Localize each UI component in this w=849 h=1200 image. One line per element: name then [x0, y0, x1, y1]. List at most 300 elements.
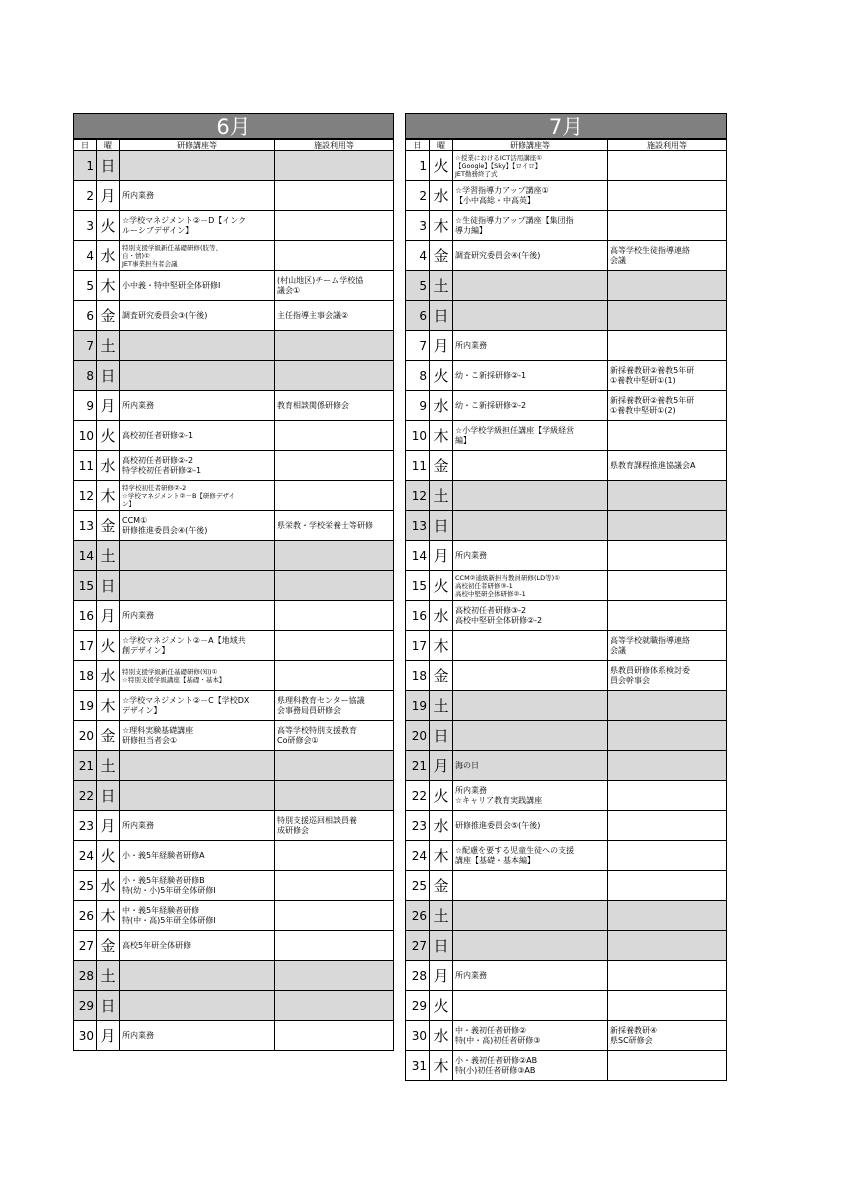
weekday-cell: 木	[430, 211, 453, 241]
weekday-cell: 木	[97, 901, 120, 931]
course-cell	[453, 901, 608, 931]
facility-line: 会議	[610, 255, 626, 265]
day-cell: 1	[74, 151, 97, 181]
calendar-row	[74, 691, 394, 721]
facility-line: (村山地区)チーム学校協	[277, 275, 364, 285]
course-cell	[453, 361, 608, 391]
course-line: 特(中・高)初任者研修③	[455, 1035, 541, 1045]
course-cell	[120, 871, 275, 901]
calendar-row	[74, 571, 394, 601]
facility-cell	[275, 991, 394, 1021]
facility-cell	[608, 871, 727, 901]
day-cell: 29	[74, 991, 97, 1021]
facility-cell	[608, 421, 727, 451]
weekday-cell: 金	[97, 301, 120, 331]
weekday-cell: 金	[430, 871, 453, 901]
weekday-cell: 火	[97, 211, 120, 241]
facility-cell	[608, 601, 727, 631]
day-cell: 5	[406, 271, 430, 301]
course-cell	[120, 901, 275, 931]
july-calendar	[405, 113, 727, 1081]
facility-cell	[608, 811, 727, 841]
day-cell: 6	[74, 301, 97, 331]
day-cell: 21	[74, 751, 97, 781]
facility-cell	[275, 601, 394, 631]
facility-cell	[275, 151, 394, 181]
calendar-row	[74, 751, 394, 781]
facility-line: 新採養教研②養教5年研	[610, 395, 695, 405]
day-cell: 24	[406, 841, 430, 871]
june-title: 6月	[73, 113, 394, 139]
course-cell	[453, 721, 608, 751]
facility-line: ①養教中堅研①(2)	[610, 405, 676, 415]
course-line: 高校中堅研全体研修②-1	[455, 589, 526, 598]
course-cell	[453, 451, 608, 481]
course-line: 所内業務	[122, 610, 154, 620]
day-cell: 12	[406, 481, 430, 511]
weekday-cell: 火	[97, 421, 120, 451]
weekday-cell: 月	[97, 601, 120, 631]
day-cell: 16	[74, 601, 97, 631]
course-cell	[120, 751, 275, 781]
facility-line: 主任指導主事会議②	[277, 310, 349, 320]
facility-cell	[275, 241, 394, 271]
weekday-cell: 木	[97, 481, 120, 511]
weekday-cell: 水	[430, 1021, 453, 1051]
facility-cell	[275, 391, 394, 421]
calendar-row	[406, 661, 727, 691]
weekday-cell: 月	[97, 811, 120, 841]
course-cell	[453, 391, 608, 421]
weekday-cell: 土	[430, 691, 453, 721]
course-line: JET勤務終了式	[455, 169, 498, 178]
calendar-row	[406, 691, 727, 721]
facility-cell	[275, 1021, 394, 1051]
calendar-row	[406, 721, 727, 751]
col-day: 日	[406, 140, 430, 151]
course-cell	[453, 331, 608, 361]
course-cell	[120, 481, 275, 511]
day-cell: 11	[406, 451, 430, 481]
course-cell	[453, 511, 608, 541]
facility-line: 県栄教・学校栄養士等研修	[277, 520, 373, 530]
calendar-row	[406, 961, 727, 991]
weekday-cell: 日	[97, 361, 120, 391]
facility-cell	[608, 1021, 727, 1051]
day-cell: 8	[74, 361, 97, 391]
facility-cell	[275, 751, 394, 781]
facility-cell	[275, 691, 394, 721]
weekday-cell: 日	[97, 991, 120, 1021]
calendar-row	[74, 451, 394, 481]
facility-cell	[275, 361, 394, 391]
calendar-row	[406, 571, 727, 601]
facility-cell	[275, 631, 394, 661]
july-title: 7月	[405, 113, 727, 139]
day-cell: 11	[74, 451, 97, 481]
weekday-cell: 水	[430, 391, 453, 421]
course-cell	[120, 331, 275, 361]
weekday-cell: 日	[97, 781, 120, 811]
course-line: 高校初任者研修②-1	[122, 430, 194, 440]
weekday-cell: 月	[97, 391, 120, 421]
course-line: ☆学校マネジメント②－B【研修デザイ	[122, 491, 235, 500]
course-cell	[453, 841, 608, 871]
day-cell: 23	[74, 811, 97, 841]
course-cell	[453, 781, 608, 811]
course-line: 特別支援学級新任基礎研修(知)①	[122, 667, 218, 676]
weekday-cell: 土	[97, 961, 120, 991]
day-cell: 15	[406, 571, 430, 601]
weekday-cell: 木	[430, 631, 453, 661]
calendar-row	[74, 781, 394, 811]
facility-cell	[608, 661, 727, 691]
facility-cell	[608, 781, 727, 811]
facility-cell	[608, 901, 727, 931]
facility-cell	[608, 301, 727, 331]
facility-cell	[608, 571, 727, 601]
calendar-row	[406, 841, 727, 871]
day-cell: 3	[74, 211, 97, 241]
day-cell: 10	[406, 421, 430, 451]
day-cell: 2	[74, 181, 97, 211]
calendar-row	[406, 991, 727, 1021]
course-cell	[453, 571, 608, 601]
facility-cell	[275, 571, 394, 601]
course-line: 【Google】【Sky】【ロイロ】	[455, 161, 542, 170]
day-cell: 12	[74, 481, 97, 511]
course-cell	[453, 601, 608, 631]
calendar-row	[74, 181, 394, 211]
course-line: 調査研究委員会③(午後)	[122, 310, 208, 320]
calendar-row	[74, 871, 394, 901]
facility-line: 新採養教研④	[610, 1025, 658, 1035]
course-line: 小・義初任者研修②AB	[455, 1055, 538, 1065]
facility-line: 教育相談関係研修会	[277, 400, 349, 410]
weekday-cell: 水	[430, 811, 453, 841]
course-cell	[453, 301, 608, 331]
calendar-row	[74, 271, 394, 301]
course-cell	[453, 211, 608, 241]
facility-cell	[275, 901, 394, 931]
facility-cell	[608, 211, 727, 241]
course-line: 高校初任者研修②-2	[122, 455, 194, 465]
calendar-row	[406, 511, 727, 541]
course-cell	[120, 691, 275, 721]
course-cell	[120, 301, 275, 331]
calendar-row	[74, 661, 394, 691]
facility-cell	[608, 331, 727, 361]
course-line: 高校中堅研全体研修②-2	[455, 615, 543, 625]
day-cell: 8	[406, 361, 430, 391]
day-cell: 16	[406, 601, 430, 631]
day-cell: 13	[74, 511, 97, 541]
calendar-row	[74, 841, 394, 871]
weekday-cell: 日	[430, 931, 453, 961]
calendar-row	[74, 1021, 394, 1051]
course-line: 中・義5年経験者研修	[122, 905, 200, 915]
course-line: CCM①	[122, 515, 148, 525]
facility-cell	[608, 451, 727, 481]
calendar-row	[74, 811, 394, 841]
weekday-cell: 日	[97, 151, 120, 181]
facility-line: 成研修会	[277, 825, 309, 835]
facility-cell	[275, 961, 394, 991]
weekday-cell: 土	[97, 331, 120, 361]
course-cell	[120, 811, 275, 841]
weekday-cell: 日	[97, 571, 120, 601]
course-line: 所内業務	[122, 1030, 154, 1040]
july-header-row	[406, 140, 727, 151]
course-line: 高校初任者研修③-2	[455, 605, 527, 615]
course-cell	[120, 961, 275, 991]
course-line: JET事業担当者会議	[122, 259, 178, 268]
course-cell	[120, 241, 275, 271]
day-cell: 13	[406, 511, 430, 541]
weekday-cell: 水	[430, 181, 453, 211]
calendar-row	[406, 901, 727, 931]
day-cell: 19	[406, 691, 430, 721]
course-line: 中・義初任者研修②	[455, 1025, 527, 1035]
course-cell	[120, 361, 275, 391]
course-line: 小・義5年経験者研修A	[122, 850, 205, 860]
facility-cell	[275, 301, 394, 331]
calendar-row	[74, 361, 394, 391]
course-line: ☆学校マネジメント②－D【インク	[122, 215, 247, 225]
calendar-row	[74, 961, 394, 991]
course-line: 所内業務	[455, 785, 487, 795]
day-cell: 21	[406, 751, 430, 781]
day-cell: 4	[74, 241, 97, 271]
calendar-row	[74, 301, 394, 331]
course-cell	[120, 1021, 275, 1051]
weekday-cell: 土	[97, 541, 120, 571]
weekday-cell: 金	[430, 451, 453, 481]
course-line: ☆小学校学級担任講座【学級経営	[455, 425, 575, 435]
course-cell	[453, 871, 608, 901]
calendar-row	[74, 541, 394, 571]
course-line: 研修担当者会①	[122, 735, 178, 745]
day-cell: 29	[406, 991, 430, 1021]
calendar-row	[74, 211, 394, 241]
course-line: 所内業務	[122, 820, 154, 830]
weekday-cell: 水	[97, 241, 120, 271]
calendar-row	[406, 1021, 727, 1051]
course-cell	[120, 421, 275, 451]
course-cell	[120, 781, 275, 811]
weekday-cell: 土	[430, 481, 453, 511]
course-cell	[453, 991, 608, 1021]
day-cell: 7	[74, 331, 97, 361]
calendar-row	[406, 631, 727, 661]
course-cell	[120, 991, 275, 1021]
weekday-cell: 金	[430, 661, 453, 691]
day-cell: 28	[74, 961, 97, 991]
course-line: ☆学校マネジメント②－A【地域共	[122, 635, 246, 645]
weekday-cell: 火	[430, 571, 453, 601]
day-cell: 26	[74, 901, 97, 931]
course-cell	[453, 661, 608, 691]
calendar-row	[74, 991, 394, 1021]
course-line: 小・義5年経験者研修B	[122, 875, 205, 885]
course-line: 講座【基礎・基本編】	[455, 855, 535, 865]
day-cell: 28	[406, 961, 430, 991]
weekday-cell: 水	[430, 601, 453, 631]
day-cell: 14	[406, 541, 430, 571]
weekday-cell: 水	[97, 451, 120, 481]
june-header-row	[74, 140, 394, 151]
calendar-row	[406, 451, 727, 481]
day-cell: 5	[74, 271, 97, 301]
facility-cell	[608, 631, 727, 661]
june-calendar	[73, 113, 394, 1051]
course-cell	[120, 181, 275, 211]
weekday-cell: 月	[97, 1021, 120, 1051]
weekday-cell: 月	[97, 181, 120, 211]
weekday-cell: 火	[430, 361, 453, 391]
facility-cell	[608, 541, 727, 571]
course-line: 導力編】	[455, 225, 487, 235]
facility-cell	[275, 931, 394, 961]
facility-line: 特別支援巡回相談員養	[277, 815, 357, 825]
col-facility: 施設利用等	[275, 140, 394, 151]
weekday-cell: 金	[430, 241, 453, 271]
course-cell	[120, 211, 275, 241]
facility-cell	[275, 331, 394, 361]
course-line: 創デザイン】	[122, 645, 170, 655]
weekday-cell: 火	[97, 841, 120, 871]
facility-line: 県理科教育センター協議	[277, 695, 365, 705]
weekday-cell: 月	[430, 961, 453, 991]
facility-cell	[608, 721, 727, 751]
facility-line: 新採養教研②養教5年研	[610, 365, 695, 375]
facility-cell	[275, 721, 394, 751]
calendar-row	[406, 931, 727, 961]
day-cell: 20	[406, 721, 430, 751]
july-table	[405, 139, 727, 1081]
facility-cell	[608, 151, 727, 181]
facility-line: 高等学校特別支援教育	[277, 725, 357, 735]
facility-line: 県SC研修会	[610, 1035, 653, 1045]
calendar-row	[406, 751, 727, 781]
facility-cell	[275, 271, 394, 301]
calendar-row	[406, 781, 727, 811]
day-cell: 22	[406, 781, 430, 811]
facility-line: 高等学校就職指導連絡	[610, 635, 690, 645]
calendar-row	[406, 601, 727, 631]
weekday-cell: 水	[97, 871, 120, 901]
weekday-cell: 月	[430, 751, 453, 781]
facility-cell	[275, 871, 394, 901]
course-line: 自・情)①	[122, 251, 150, 260]
course-line: 幼・こ新採研修②-1	[455, 370, 527, 380]
facility-cell	[608, 391, 727, 421]
course-cell	[120, 451, 275, 481]
facility-cell	[608, 991, 727, 1021]
weekday-cell: 木	[430, 1051, 453, 1081]
weekday-cell: 火	[430, 781, 453, 811]
day-cell: 25	[406, 871, 430, 901]
col-weekday: 曜	[97, 140, 120, 151]
facility-line: 員会幹事会	[610, 675, 650, 685]
course-cell	[120, 931, 275, 961]
course-cell	[453, 151, 608, 181]
calendar-row	[74, 391, 394, 421]
course-line: 特学校初任者研修②-2	[122, 483, 187, 492]
col-course: 研修講座等	[120, 140, 275, 151]
weekday-cell: 月	[430, 331, 453, 361]
course-cell	[120, 271, 275, 301]
day-cell: 7	[406, 331, 430, 361]
weekday-cell: 日	[430, 301, 453, 331]
col-facility: 施設利用等	[608, 140, 727, 151]
day-cell: 3	[406, 211, 430, 241]
weekday-cell: 日	[430, 511, 453, 541]
course-cell	[453, 481, 608, 511]
facility-line: Co研修会①	[277, 735, 319, 745]
facility-cell	[608, 691, 727, 721]
day-cell: 27	[406, 931, 430, 961]
course-line: 【小中高総・中高英】	[455, 195, 535, 205]
col-weekday: 曜	[430, 140, 453, 151]
calendar-row	[74, 511, 394, 541]
june-table	[73, 139, 394, 1051]
day-cell: 24	[74, 841, 97, 871]
weekday-cell: 木	[430, 421, 453, 451]
calendar-row	[74, 631, 394, 661]
day-cell: 22	[74, 781, 97, 811]
facility-cell	[275, 511, 394, 541]
facility-cell	[275, 841, 394, 871]
facility-cell	[608, 751, 727, 781]
weekday-cell: 金	[97, 511, 120, 541]
facility-cell	[608, 481, 727, 511]
calendar-row	[406, 421, 727, 451]
calendar-row	[74, 901, 394, 931]
calendar-row	[74, 481, 394, 511]
course-cell	[453, 811, 608, 841]
weekday-cell: 水	[97, 661, 120, 691]
facility-cell	[275, 781, 394, 811]
day-cell: 15	[74, 571, 97, 601]
course-cell	[120, 661, 275, 691]
course-cell	[120, 571, 275, 601]
weekday-cell: 木	[97, 691, 120, 721]
course-line: ルーシブデザイン】	[122, 225, 194, 235]
facility-cell	[608, 841, 727, 871]
calendar-row	[74, 151, 394, 181]
course-line: 特(幼・小)5年研全体研修Ⅰ	[122, 885, 216, 895]
facility-cell	[275, 181, 394, 211]
course-line: ン】	[122, 499, 135, 508]
facility-cell	[608, 181, 727, 211]
facility-cell	[608, 1051, 727, 1081]
course-cell	[120, 391, 275, 421]
weekday-cell: 土	[97, 751, 120, 781]
course-line: 小中義・特中堅研全体研修Ⅰ	[122, 280, 221, 290]
facility-cell	[275, 421, 394, 451]
facility-cell	[275, 661, 394, 691]
facility-cell	[275, 211, 394, 241]
calendar-row	[74, 421, 394, 451]
facility-cell	[275, 451, 394, 481]
day-cell: 25	[74, 871, 97, 901]
calendar-row	[406, 871, 727, 901]
weekday-cell: 月	[430, 541, 453, 571]
weekday-cell: 土	[430, 901, 453, 931]
course-cell	[453, 271, 608, 301]
weekday-cell: 火	[430, 151, 453, 181]
